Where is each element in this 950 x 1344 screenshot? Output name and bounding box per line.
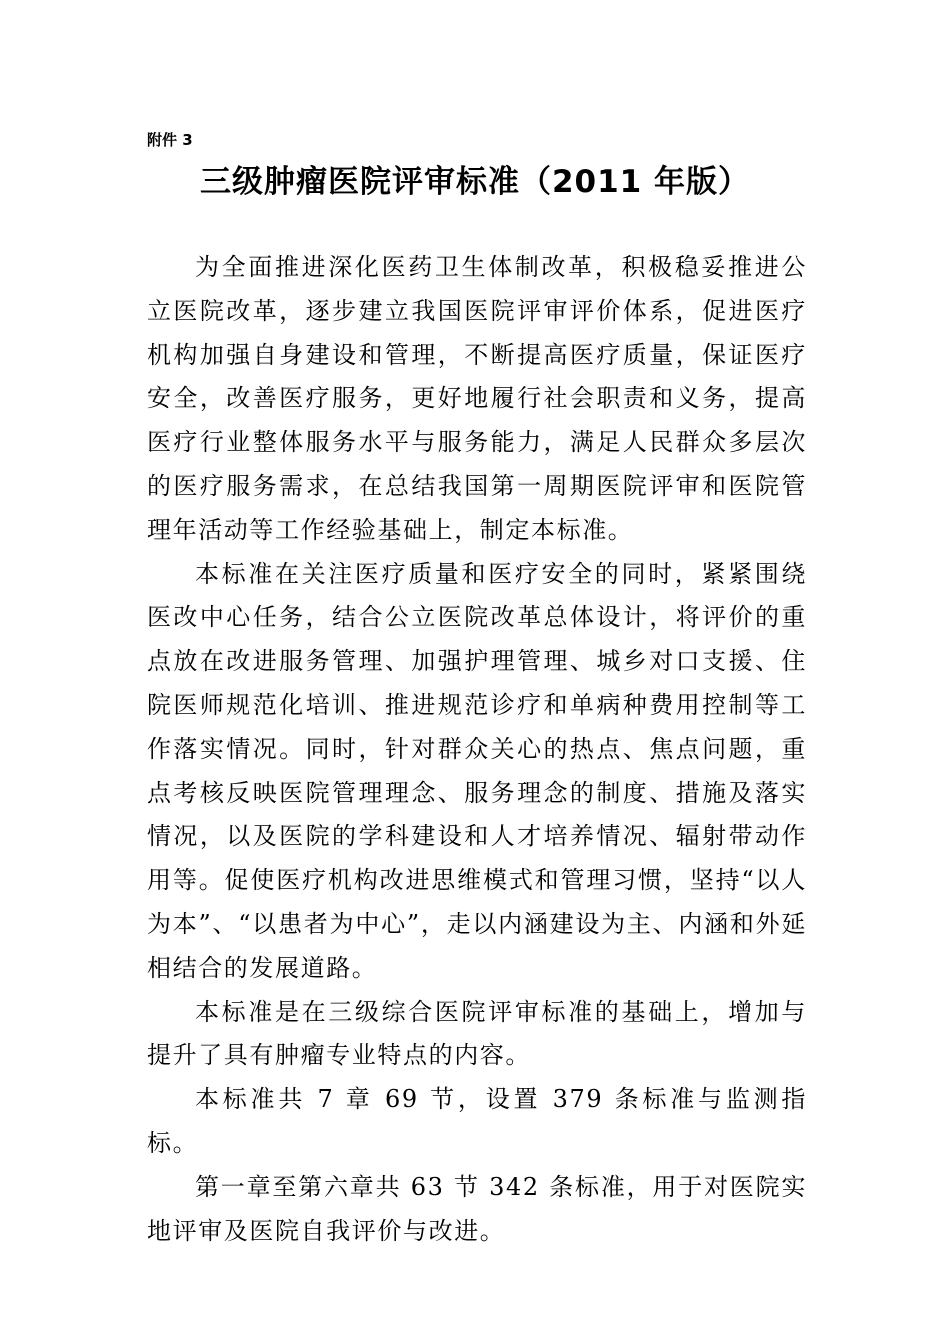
document-title: 三级肿瘤医院评审标准（2011 年版） <box>199 164 751 200</box>
body-paragraph: 第一章至第六章共 63 节 342 条标准，用于对医院实地评审及医院自我评价与改进。 <box>147 1172 807 1245</box>
body-paragraph: 本标准是在三级综合医院评审标准的基础上，增加与提升了具有肿瘤专业特点的内容。 <box>147 997 807 1070</box>
body-paragraph: 本标准在关注医疗质量和医疗安全的同时，紧紧围绕医改中心任务，结合公立医院改革总体设计，将评价的重点放在改进服务管理、加强护理管理、城乡对口支援、住院医师规范化培训、推进规范诊疗和单病种费用控制等工作落实情况。同时，针对群众关心的热点、焦点问题，重点考核反映医院管理理念、服务理念的制度、措施及落实情况，以及医院的学科建设和人才培养情况、辐射带动作用等。促使医疗机构改进思维模式和管理习惯，坚持“以人为本”、“以患者为中心”，走以内涵建设为主、内涵和外延相结合的发展道路。 <box>147 559 807 982</box>
body-paragraph: 本标准共 7 章 69 节，设置 379 条标准与监测指标。 <box>147 1085 807 1157</box>
attachment-label: 附件 3 <box>147 131 193 149</box>
document-body <box>147 246 807 1253</box>
body-paragraph: 为全面推进深化医药卫生体制改革，积极稳妥推进公立医院改革，逐步建立我国医院评审评价体系，促进医疗机构加强自身建设和管理，不断提高医疗质量，保证医疗安全，改善医疗服务，更好地履行社会职责和义务，提高医疗行业整体服务水平与服务能力，满足人民群众多层次的医疗服务需求，在总结我国第一周期医院评审和医院管理年活动等工作经验基础上，制定本标准。 <box>147 253 807 544</box>
